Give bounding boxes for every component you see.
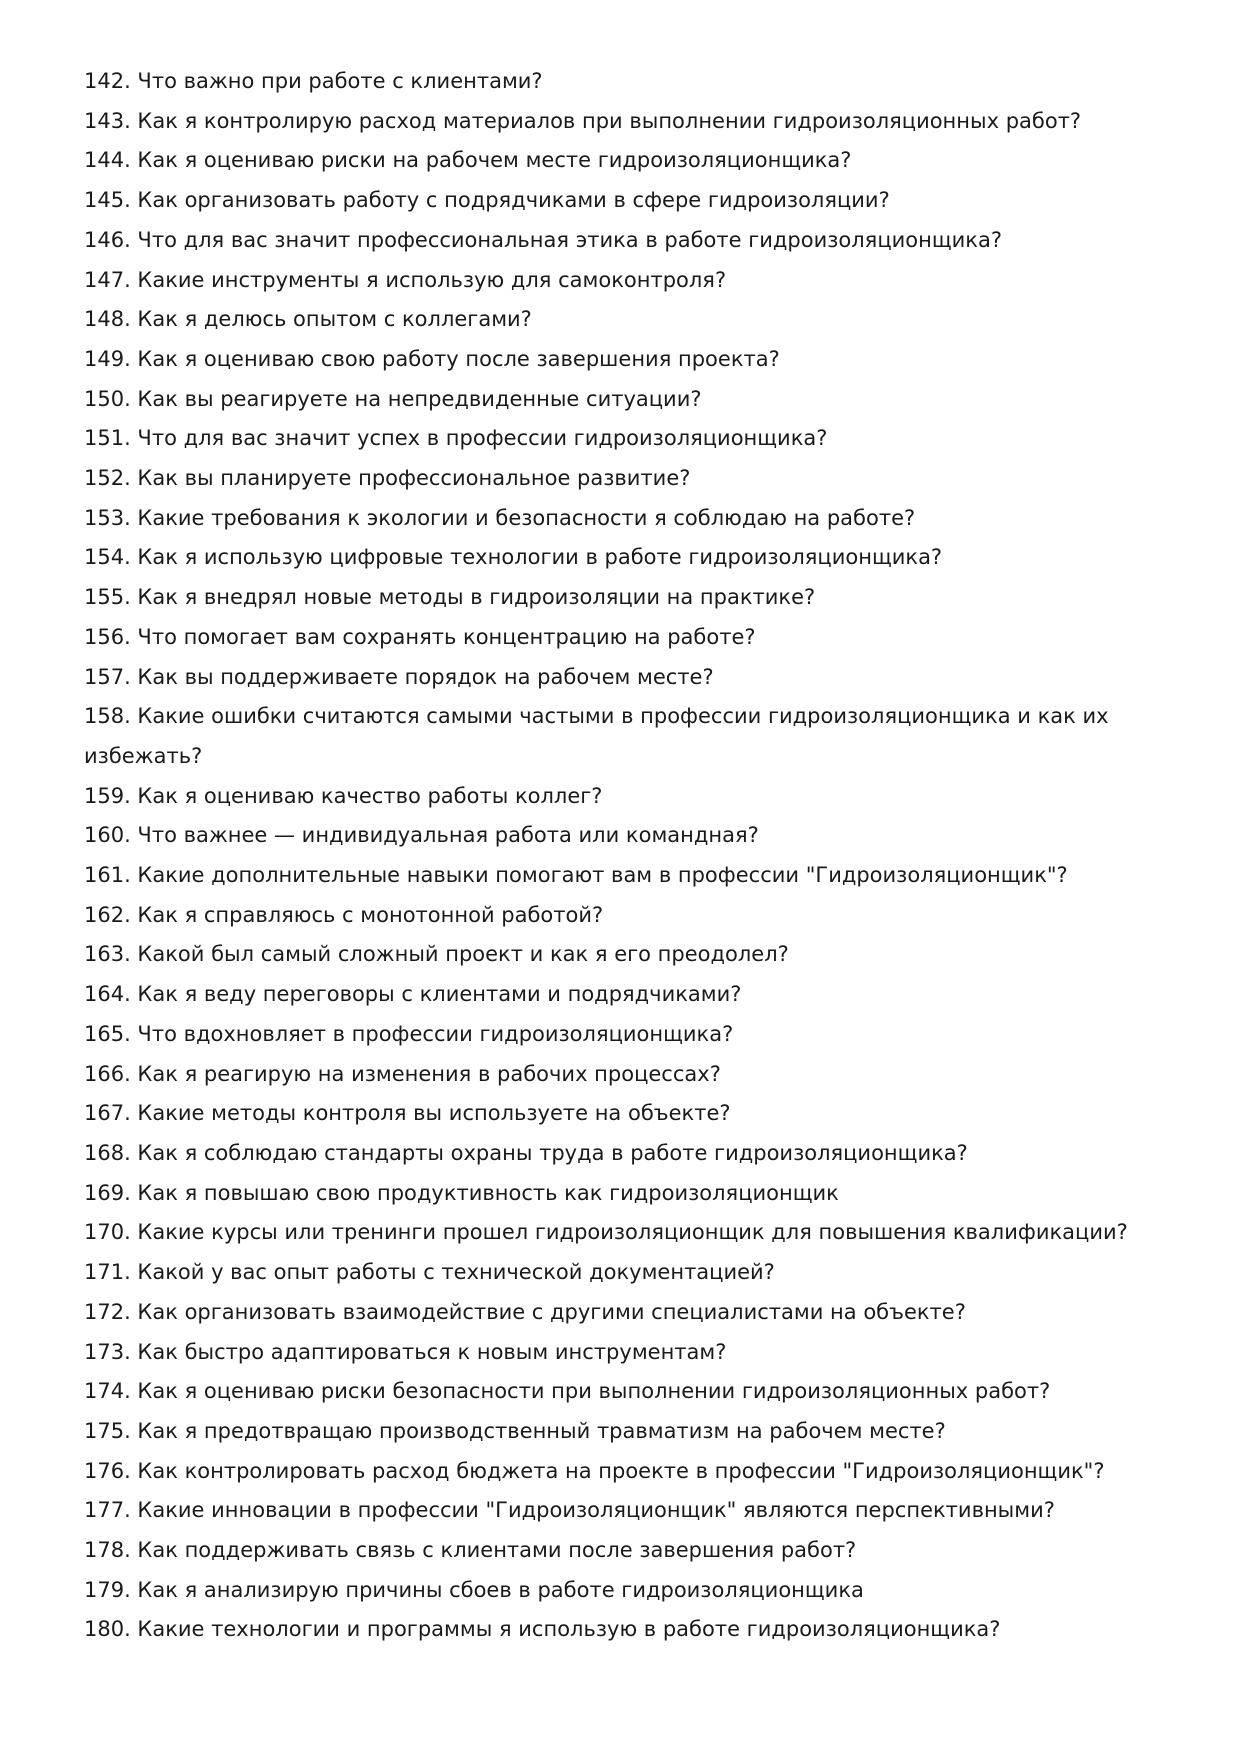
question-item: 166. Как я реагирую на изменения в рабочих процессах? — [84, 1061, 721, 1086]
question-item: 173. Как быстро адаптироваться к новым инструментам? — [84, 1339, 727, 1364]
question-item: 165. Что вдохновляет в профессии гидроизоляционщика? — [84, 1021, 734, 1046]
question-item: 153. Какие требования к экологии и безопасности я соблюдаю на работе? — [84, 505, 916, 530]
question-item: 156. Что помогает вам сохранять концентрацию на работе? — [84, 624, 756, 649]
question-item: 171. Какой у вас опыт работы с технической документацией? — [84, 1260, 775, 1285]
question-item: 180. Какие технологии и программы я использую в работе гидроизоляционщика? — [84, 1617, 1001, 1642]
question-item: 150. Как вы реагируете на непредвиденные ситуации? — [84, 386, 702, 411]
question-item: 158. Какие ошибки считаются самыми частыми в профессии гидроизоляционщика и как их избежать? — [84, 704, 1109, 768]
question-item: 146. Что для вас значит профессиональная этика в работе гидроизоляционщика? — [84, 227, 1002, 252]
question-item: 169. Как я повышаю свою продуктивность как гидроизоляционщик — [84, 1180, 839, 1205]
question-item: 152. Как вы планируете профессиональное развитие? — [84, 466, 691, 491]
question-item: 164. Как я веду переговоры с клиентами и подрядчиками? — [84, 982, 742, 1007]
question-item: 177. Какие инновации в профессии "Гидроизоляционщик" являются перспективными? — [84, 1498, 1055, 1523]
question-item: 155. Как я внедрял новые методы в гидроизоляции на практике? — [84, 585, 816, 610]
question-item: 160. Что важнее — индивидуальная работа или командная? — [84, 823, 759, 848]
question-item: 172. Как организовать взаимодействие с другими специалистами на объекте? — [84, 1299, 966, 1324]
question-list — [84, 62, 1174, 1650]
question-item: 151. Что для вас значит успех в профессии гидроизоляционщика? — [84, 426, 828, 451]
question-item: 163. Какой был самый сложный проект и как я его преодолел? — [84, 942, 789, 967]
question-item: 148. Как я делюсь опытом с коллегами? — [84, 307, 532, 332]
question-item: 175. Как я предотвращаю производственный травматизм на рабочем месте? — [84, 1418, 946, 1443]
question-item: 162. Как я справляюсь с монотонной работой? — [84, 902, 604, 927]
question-item: 174. Как я оцениваю риски безопасности при выполнении гидроизоляционных работ? — [84, 1379, 1051, 1404]
question-item: 147. Какие инструменты я использую для самоконтроля? — [84, 267, 727, 292]
question-item: 168. Как я соблюдаю стандарты охраны труда в работе гидроизоляционщика? — [84, 1140, 968, 1165]
question-item: 142. Что важно при работе с клиентами? — [84, 69, 543, 93]
question-item: 149. Как я оцениваю свою работу после завершения проекта? — [84, 346, 780, 371]
question-item: 178. Как поддерживать связь с клиентами после завершения работ? — [84, 1538, 857, 1563]
question-item: 144. Как я оцениваю риски на рабочем месте гидроизоляционщика? — [84, 148, 852, 173]
question-item: 176. Как контролировать расход бюджета на проекте в профессии "Гидроизоляционщик"? — [84, 1458, 1105, 1483]
question-item: 145. Как организовать работу с подрядчиками в сфере гидроизоляции? — [84, 188, 890, 213]
question-item: 157. Как вы поддерживаете порядок на рабочем месте? — [84, 664, 714, 689]
question-item: 179. Как я анализирую причины сбоев в работе гидроизоляционщика — [84, 1577, 864, 1602]
question-item: 154. Как я использую цифровые технологии в работе гидроизоляционщика? — [84, 545, 943, 570]
question-item: 143. Как я контролирую расход материалов при выполнении гидроизоляционных работ? — [84, 108, 1082, 133]
question-item: 170. Какие курсы или тренинги прошел гидроизоляционщик для повышения квалификации? — [84, 1220, 1128, 1245]
question-item: 167. Какие методы контроля вы используете на объекте? — [84, 1101, 731, 1126]
question-item: 159. Как я оцениваю качество работы коллег? — [84, 783, 603, 808]
question-item: 161. Какие дополнительные навыки помогают вам в профессии "Гидроизоляционщик"? — [84, 863, 1068, 888]
